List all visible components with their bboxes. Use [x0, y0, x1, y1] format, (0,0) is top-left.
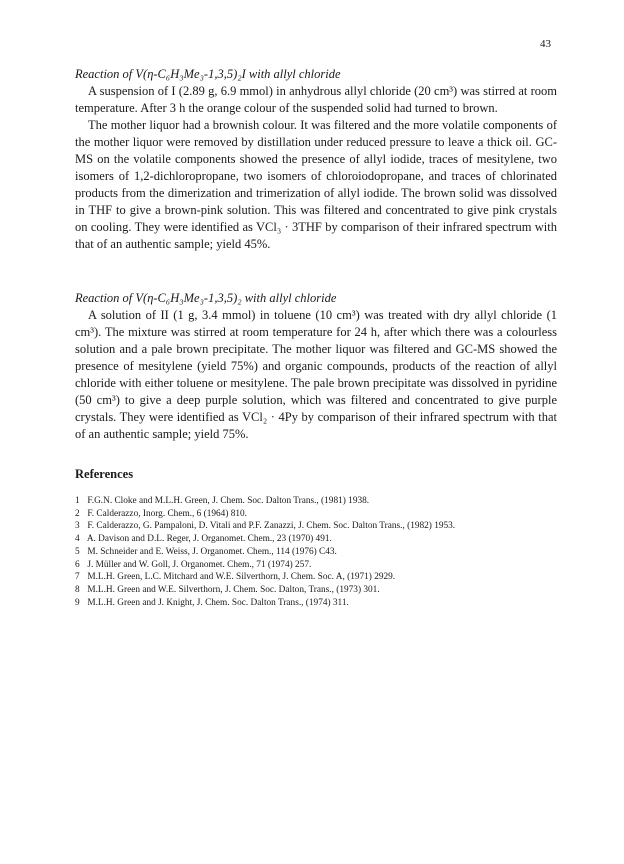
reference-item — [75, 495, 557, 508]
section-heading: Reaction of V(η-C₆H₃Me₃-1,3,5)₂I with allyl chloride — [75, 67, 341, 81]
page-number: 43 — [540, 38, 551, 50]
references-title: References — [75, 467, 134, 481]
reference-text: M.L.H. Green and W.E. Silverthorn, J. Chem. Soc. Dalton, Trans., (1973) 301. — [87, 584, 380, 595]
reference-item — [75, 508, 557, 521]
reference-item — [75, 520, 557, 533]
reference-text: M.L.H. Green and J. Knight, J. Chem. Soc. Dalton Trans., (1974) 311. — [87, 597, 349, 608]
reference-number: 7 — [75, 572, 80, 583]
reference-item — [75, 584, 557, 597]
reference-number: 5 — [75, 546, 80, 557]
section-heading: Reaction of V(η-C₆H₃Me₃-1,3,5)₂ with allyl chloride — [75, 291, 337, 305]
references-section — [75, 467, 557, 482]
reference-text: J. Müller and W. Goll, J. Organomet. Chem., 71 (1974) 257. — [87, 559, 312, 570]
reference-text: M.L.H. Green, L.C. Mitchard and W.E. Silverthorn, J. Chem. Soc. A, (1971) 2929. — [87, 572, 396, 583]
reference-item — [75, 571, 557, 584]
reference-number: 1 — [75, 496, 80, 506]
reference-item — [75, 559, 557, 572]
reference-text: F. Calderazzo, Inorg. Chem., 6 (1964) 810. — [87, 508, 248, 519]
reference-number: 2 — [75, 508, 80, 519]
paragraph: The mother liquor had a brownish colour. It was filtered and the more volatile components of the mother liquor were removed by distillation under reduced pressure to leave a thick oil. GC-MS on the volatile components showed the presence of allyl iodide, traces of mesitylene, two isomers of 1,2-dichloropropane, two isomers of chloroiodopropane, and traces of chlorinated products from the dimerization and trimerization of allyl iodide. The brown solid was dissolved in THF to give a brown-pink solution. This was filtered and concentrated to give pink crystals on cooling. They were identified as VCl₃ · 3THF by comparison of their infrared spectrum with that of an authentic sample; yield 45%. — [75, 118, 557, 251]
reference-text: F.G.N. Cloke and M.L.H. Green, J. Chem. Soc. Dalton Trans., (1981) 1938. — [87, 496, 370, 506]
paragraph: A suspension of I (2.89 g, 6.9 mmol) in anhydrous allyl chloride (20 cm³) was stirred at room temperature. After 3 h the orange colour of the suspended solid had turned to brown. — [75, 84, 557, 115]
reference-text: M. Schneider and E. Weiss, J. Organomet. Chem., 114 (1976) C43. — [87, 546, 337, 557]
reference-item — [75, 546, 557, 559]
reference-number: 6 — [75, 559, 80, 570]
section-reaction-neutral — [75, 290, 557, 443]
reference-text: A. Davison and D.L. Reger, J. Organomet. Chem., 23 (1970) 491. — [86, 534, 332, 545]
reference-item — [75, 597, 557, 610]
reference-item — [75, 533, 557, 546]
reference-number: 9 — [75, 597, 80, 608]
reference-number: 3 — [75, 521, 80, 532]
reference-number: 8 — [75, 584, 80, 595]
section-reaction-iodide — [75, 66, 557, 253]
reference-number: 4 — [75, 534, 80, 545]
references-list — [75, 495, 557, 609]
reference-text: F. Calderazzo, G. Pampaloni, D. Vitali and P.F. Zanazzi, J. Chem. Soc. Dalton Trans., (1982) 1953. — [87, 521, 456, 532]
paragraph: A solution of II (1 g, 3.4 mmol) in toluene (10 cm³) was treated with dry allyl chloride (1 cm³). The mixture was stirred at room temperature for 24 h, after which there was a colourless solution and a pale brown precipitate. The mother liquor was filtered and GC-MS showed the presence of mesitylene (yield 75%) and organic compounds, products of the reaction of allyl chloride with either toluene or mesitylene. The pale brown precipitate was dissolved in pyridine (50 cm³) to give a deep purple solution, which was filtered and concentrated to give purple crystals. They were identified as VCl₂ · 4Py by comparison of their infrared spectrum with that of an authentic sample; yield 75%. — [75, 308, 557, 441]
